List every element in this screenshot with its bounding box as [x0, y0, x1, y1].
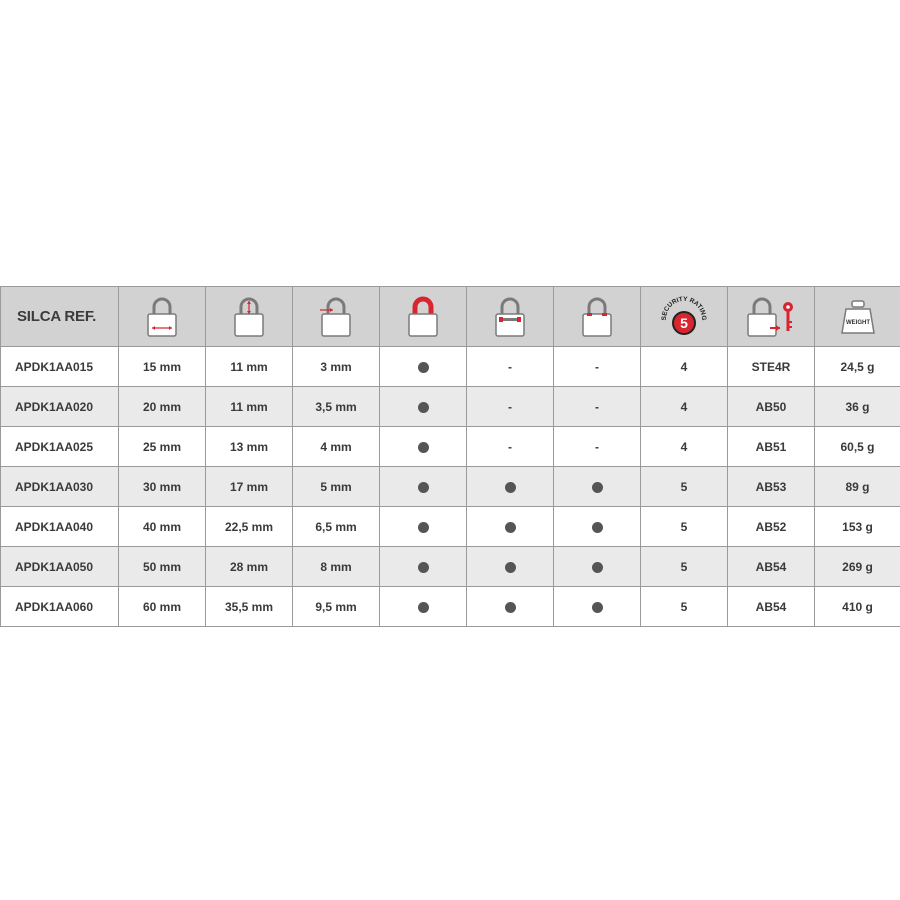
shackle-diameter-value: 3 mm [320, 359, 352, 374]
double-lock-cell [467, 427, 554, 467]
feature-dot-icon [418, 562, 429, 573]
feature-dot-icon [418, 362, 429, 373]
double-lock-value: - [508, 399, 512, 414]
silca-ref-header: SILCA REF. [1, 287, 119, 347]
shackle-height-cell [206, 547, 293, 587]
shackle-height-icon [206, 287, 293, 347]
hardened-cell [380, 427, 467, 467]
hardened-cell [380, 547, 467, 587]
shackle-diameter-cell [293, 587, 380, 627]
width-value: 60 mm [142, 599, 182, 614]
double-lock-cell [467, 587, 554, 627]
key-cell [728, 427, 815, 467]
width-value: 20 mm [142, 399, 182, 414]
key-cell [728, 387, 815, 427]
anti-cut-cell [554, 467, 641, 507]
anti-cut-cell [554, 427, 641, 467]
feature-dot-icon [418, 442, 429, 453]
table-row [1, 547, 900, 587]
shackle-height-value: 35,5 mm [224, 599, 274, 614]
double-lock-cell [467, 507, 554, 547]
ref-cell [1, 547, 119, 587]
ref-cell [1, 347, 119, 387]
double-lock-cell [467, 467, 554, 507]
weight-value: 89 g [845, 479, 870, 494]
shackle-diameter-value: 6,5 mm [315, 519, 357, 534]
shackle-diameter-cell [293, 547, 380, 587]
width-cell [119, 587, 206, 627]
feature-dot-icon [592, 522, 603, 533]
feature-dot-icon [418, 522, 429, 533]
anti-cut-cell [554, 587, 641, 627]
weight-cell [815, 387, 900, 427]
anti-cut-value: - [595, 439, 599, 454]
width-cell [119, 387, 206, 427]
ref-value: APDK1AA020 [15, 399, 94, 414]
weight-value: 36 g [845, 399, 870, 414]
security-rating-icon [641, 287, 728, 347]
weight-cell [815, 547, 900, 587]
shackle-diameter-cell [293, 507, 380, 547]
weight-icon [815, 287, 900, 347]
shackle-height-cell [206, 467, 293, 507]
table-row [1, 587, 900, 627]
shackle-diameter-cell [293, 427, 380, 467]
key-value: AB52 [755, 519, 787, 534]
feature-dot-icon [505, 562, 516, 573]
width-cell [119, 347, 206, 387]
double-lock-value: - [508, 359, 512, 374]
key-value: AB53 [755, 479, 787, 494]
double-lock-value: - [508, 439, 512, 454]
rating-value: 5 [680, 559, 688, 574]
weight-value: 153 g [842, 519, 873, 534]
rating-value: 5 [680, 479, 688, 494]
feature-dot-icon [505, 522, 516, 533]
anti-cut-icon [554, 287, 641, 347]
rating-cell [641, 507, 728, 547]
double-locking-icon [467, 287, 554, 347]
ref-cell [1, 587, 119, 627]
ref-cell [1, 387, 119, 427]
shackle-height-value: 22,5 mm [224, 519, 274, 534]
feature-dot-icon [505, 482, 516, 493]
hardened-cell [380, 467, 467, 507]
hardened-cell [380, 587, 467, 627]
shackle-diameter-value: 5 mm [320, 479, 352, 494]
shackle-height-value: 11 mm [230, 399, 268, 414]
anti-cut-cell [554, 547, 641, 587]
shackle-height-cell [206, 587, 293, 627]
rating-value: 5 [680, 599, 688, 614]
padlock-spec-table [0, 286, 900, 627]
hardened-cell [380, 347, 467, 387]
ref-value: APDK1AA030 [15, 479, 94, 494]
rating-value: 4 [680, 359, 688, 374]
rating-cell [641, 587, 728, 627]
width-value: 40 mm [142, 519, 182, 534]
width-cell [119, 427, 206, 467]
shackle-height-value: 28 mm [229, 559, 269, 574]
feature-dot-icon [505, 602, 516, 613]
shackle-diameter-cell [293, 387, 380, 427]
width-cell [119, 467, 206, 507]
anti-cut-value: - [595, 359, 599, 374]
shackle-height-value: 17 mm [229, 479, 269, 494]
ref-cell [1, 507, 119, 547]
key-cell [728, 507, 815, 547]
table-row [1, 387, 900, 427]
double-lock-cell [467, 547, 554, 587]
table-row [1, 347, 900, 387]
ref-value: APDK1AA050 [15, 559, 94, 574]
hardened-shackle-icon [380, 287, 467, 347]
width-cell [119, 507, 206, 547]
feature-dot-icon [418, 602, 429, 613]
table-row [1, 467, 900, 507]
rating-value: 4 [680, 399, 688, 414]
double-lock-cell [467, 347, 554, 387]
hardened-cell [380, 507, 467, 547]
weight-value: 410 g [842, 599, 873, 614]
shackle-height-cell [206, 507, 293, 547]
shackle-height-value: 11 mm [230, 359, 268, 374]
key-cell [728, 547, 815, 587]
ref-value: APDK1AA040 [15, 519, 94, 534]
weight-cell [815, 427, 900, 467]
key-blank-icon [728, 287, 815, 347]
ref-value: APDK1AA015 [15, 359, 94, 374]
anti-cut-cell [554, 387, 641, 427]
table-row [1, 427, 900, 467]
weight-value: 269 g [842, 559, 873, 574]
shackle-diameter-value: 8 mm [320, 559, 352, 574]
weight-cell [815, 347, 900, 387]
rating-value: 4 [680, 439, 688, 454]
shackle-diameter-icon [293, 287, 380, 347]
security-rating-number: 5 [680, 314, 688, 331]
ref-value: APDK1AA060 [15, 599, 94, 614]
rating-cell [641, 427, 728, 467]
feature-dot-icon [592, 602, 603, 613]
feature-dot-icon [592, 562, 603, 573]
ref-cell [1, 467, 119, 507]
double-lock-cell [467, 387, 554, 427]
width-value: 30 mm [142, 479, 182, 494]
key-value: AB51 [755, 439, 787, 454]
rating-cell [641, 547, 728, 587]
weight-label: WEIGHT [845, 319, 870, 326]
key-value: AB54 [755, 559, 787, 574]
width-value: 25 mm [142, 439, 182, 454]
shackle-diameter-value: 4 mm [320, 439, 352, 454]
key-value: AB50 [755, 399, 787, 414]
table-row [1, 507, 900, 547]
width-value: 15 mm [142, 359, 182, 374]
rating-cell [641, 347, 728, 387]
rating-cell [641, 387, 728, 427]
ref-cell [1, 427, 119, 467]
weight-cell [815, 467, 900, 507]
anti-cut-value: - [595, 399, 599, 414]
weight-cell [815, 587, 900, 627]
shackle-diameter-cell [293, 347, 380, 387]
key-value: STE4R [751, 359, 791, 374]
shackle-height-cell [206, 347, 293, 387]
key-cell [728, 347, 815, 387]
key-cell [728, 467, 815, 507]
body-width-icon [119, 287, 206, 347]
feature-dot-icon [418, 402, 429, 413]
feature-dot-icon [418, 482, 429, 493]
ref-value: APDK1AA025 [15, 439, 94, 454]
table-header-row [1, 287, 900, 347]
shackle-diameter-value: 9,5 mm [315, 599, 357, 614]
weight-cell [815, 507, 900, 547]
feature-dot-icon [592, 482, 603, 493]
key-cell [728, 587, 815, 627]
shackle-height-cell [206, 427, 293, 467]
shackle-height-value: 13 mm [229, 439, 269, 454]
weight-value: 24,5 g [840, 359, 875, 374]
key-value: AB54 [755, 599, 787, 614]
width-value: 50 mm [142, 559, 182, 574]
rating-cell [641, 467, 728, 507]
table-body [1, 347, 900, 627]
width-cell [119, 547, 206, 587]
security-rating-label: SECURITY RATING [660, 295, 708, 321]
anti-cut-cell [554, 347, 641, 387]
shackle-diameter-value: 3,5 mm [315, 399, 357, 414]
shackle-diameter-cell [293, 467, 380, 507]
rating-value: 5 [680, 519, 688, 534]
anti-cut-cell [554, 507, 641, 547]
weight-value: 60,5 g [840, 439, 875, 454]
shackle-height-cell [206, 387, 293, 427]
hardened-cell [380, 387, 467, 427]
